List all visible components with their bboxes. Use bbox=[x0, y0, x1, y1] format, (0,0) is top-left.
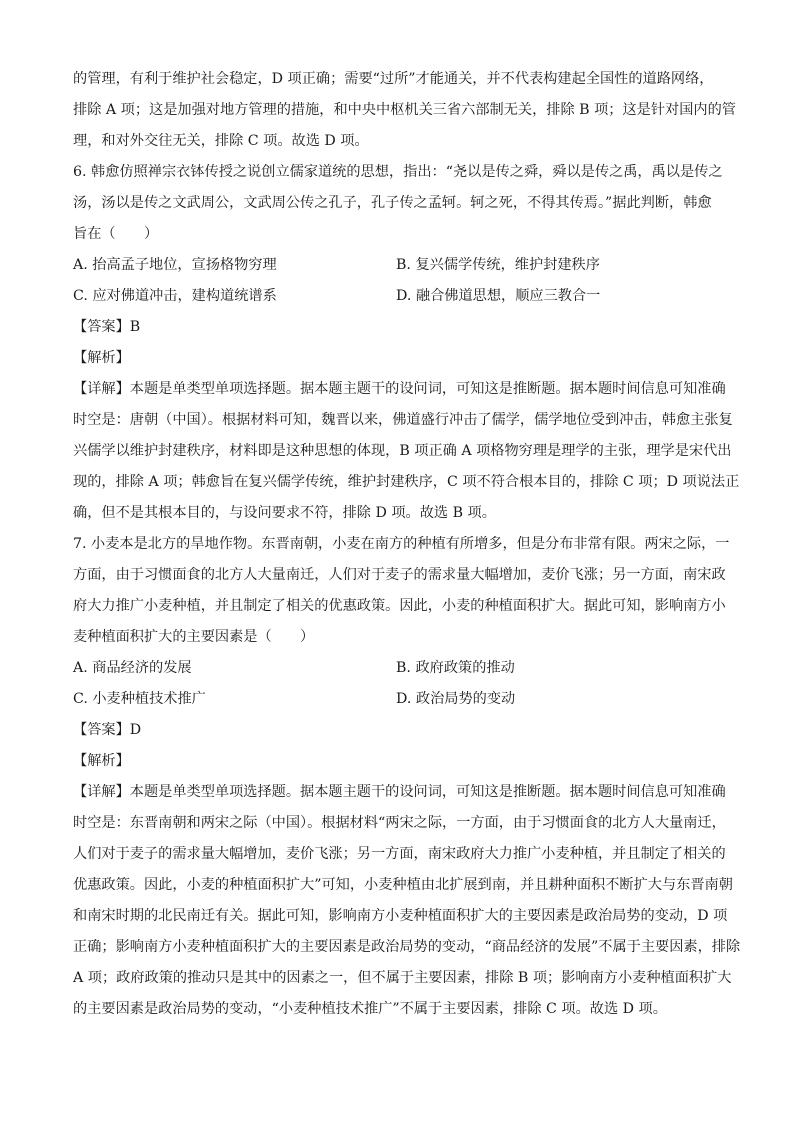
detail-line: 正确；影响南方小麦种植面积扩大的主要因素是政治局势的变动，“商品经济的发展”不属于主要因素，排除 bbox=[73, 939, 741, 955]
detail-line: 优惠政策。因此，小麦的种植面积扩大”可知，小麦种植由北扩展到南，并且耕种面积不断扩大与东晋南朝 bbox=[73, 877, 733, 893]
question-stem-line: 府大力推广小麦种植，并且制定了相关的优惠政策。因此，小麦的种植面积扩大。据此可知，影响南方小 bbox=[73, 598, 726, 614]
text-line: 理，和对外交往无关，排除 C 项。故选 D 项。 bbox=[73, 133, 369, 149]
options-row bbox=[73, 653, 725, 684]
question-stem-line: 汤，汤以是传之文武周公，文武周公传之孔子，孔子传之孟轲。轲之死，不得其传焉。”据此判断，韩愈 bbox=[73, 195, 712, 211]
previous-explanation bbox=[73, 64, 736, 157]
options-row bbox=[73, 250, 725, 281]
detail-line: 时空是：东晋南朝和两宋之际（中国）。根据材料“两宋之际，一方面，由于习惯面食的北方人大量南迁， bbox=[73, 815, 726, 831]
text-line: 的管理，有利于维护社会稳定，D 项正确；需要“过所”才能通关，并不代表构建起全国性的道路网络， bbox=[73, 71, 714, 87]
detail-line: 和南宋时期的北民南迁有关。据此可知，影响南方小麦种植面积扩大的主要因素是政治局势的变动，D 项 bbox=[73, 908, 728, 924]
question-7 bbox=[73, 529, 741, 1025]
option-d: D. 政治局势的变动 bbox=[396, 691, 516, 707]
detail-line: 时空是：唐朝（中国）。根据材料可知，魏晋以来，佛道盛行冲击了儒学，儒学地位受到冲击，韩愈主张复 bbox=[73, 412, 733, 428]
detail-line: A 项；政府政策的推动只是其中的因素之一，但不属于主要因素，排除 B 项；影响南方小麦种植面积扩大 bbox=[73, 970, 732, 986]
question-stem-line: 方面，由于习惯面食的北方人大量南迁，人们对于麦子的需求量大幅增加，麦价飞涨；另一方面，南宋政 bbox=[73, 567, 726, 583]
detail-line: 确，但不是其根本目的，与设问要求不符，排除 D 项。故选 B 项。 bbox=[73, 505, 496, 521]
answer-label: 【答案】D bbox=[73, 722, 142, 738]
options-row bbox=[73, 281, 725, 312]
option-b: B. 复兴儒学传统，维护封建秩序 bbox=[396, 257, 600, 273]
question-stem-line: 6. 韩愈仿照禅宗衣钵传授之说创立儒家道统的思想，指出：“尧以是传之舜，舜以是传之禹，禹以是传之 bbox=[73, 164, 723, 180]
analysis-label: 【解析】 bbox=[73, 350, 130, 366]
question-6 bbox=[73, 157, 740, 529]
question-stem-line: 麦种植面积扩大的主要因素是（ ） bbox=[73, 629, 315, 645]
document-content bbox=[73, 64, 741, 1025]
question-stem-line: 7. 小麦本是北方的旱地作物。东晋南朝，小麦在南方的种植有所增多，但是分布非常有限。两宋之际，一 bbox=[73, 536, 730, 552]
detail-line: 【详解】本题是单类型单项选择题。据本题主题干的设问词，可知这是推断题。据本题时间信息可知准确 bbox=[73, 784, 726, 800]
answer-label: 【答案】B bbox=[73, 319, 141, 335]
detail-line: 的主要因素是政治局势的变动，“小麦种植技术推广”不属于主要因素，排除 C 项。故选 D 项。 bbox=[73, 1001, 667, 1017]
question-stem-line: 旨在（ ） bbox=[73, 226, 159, 242]
option-a: A. 商品经济的发展 bbox=[73, 660, 192, 676]
text-line: 排除 A 项；这是加强对地方管理的措施，和中央中枢机关三省六部制无关，排除 B 项；这是针对国内的管 bbox=[73, 102, 736, 118]
option-b: B. 政府政策的推动 bbox=[396, 660, 515, 676]
detail-line: 【详解】本题是单类型单项选择题。据本题主题干的设问词，可知这是推断题。据本题时间信息可知准确 bbox=[73, 381, 726, 397]
options-row bbox=[73, 684, 725, 715]
option-c: C. 应对佛道冲击，建构道统谱系 bbox=[73, 288, 277, 304]
option-d: D. 融合佛道思想，顺应三教合一 bbox=[396, 288, 601, 304]
option-a: A. 抬高孟子地位，宣扬格物穷理 bbox=[73, 257, 277, 273]
detail-line: 人们对于麦子的需求量大幅增加，麦价飞涨；另一方面，南宋政府大力推广小麦种植，并且制定了相关的 bbox=[73, 846, 726, 862]
analysis-label: 【解析】 bbox=[73, 753, 130, 769]
option-c: C. 小麦种植技术推广 bbox=[73, 691, 206, 707]
detail-line: 现的，排除 A 项；韩愈旨在复兴儒学传统，维护封建秩序，C 项不符合根本目的，排除 C 项；D 项说法正 bbox=[73, 474, 740, 490]
detail-line: 兴儒学以维护封建秩序，材料即是这种思想的体现，B 项正确 A 项格物穷理是理学的主张，理学是宋代出 bbox=[73, 443, 732, 459]
